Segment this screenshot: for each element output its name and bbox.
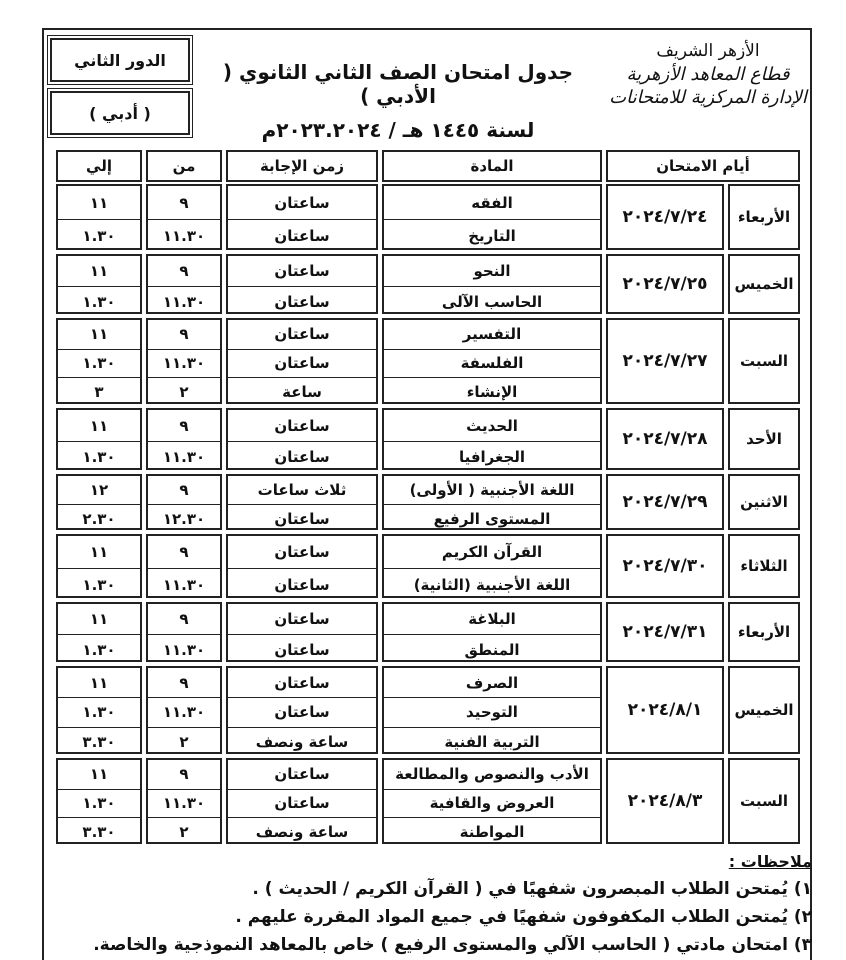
exam-end-time-cell <box>56 758 142 844</box>
exam-subject: القرآن الكريم <box>441 543 543 561</box>
exam-start-time-cell <box>146 184 222 250</box>
exam-duration: ثلاث ساعات <box>257 481 347 499</box>
exam-duration: ساعتان <box>228 634 376 664</box>
exam-duration-cell <box>226 318 378 404</box>
exam-start-time: ٩ <box>179 610 189 628</box>
exam-day: الثلاثاء <box>728 534 800 598</box>
exam-end-time: ١.٣٠ <box>58 789 140 818</box>
header-from-text: من <box>172 157 196 175</box>
exam-end-time: ١١ <box>89 416 109 435</box>
exam-subject-cell <box>382 666 602 754</box>
exam-start-time: ٩ <box>179 543 189 561</box>
exam-start-time: ٢ <box>148 727 220 756</box>
exam-subject: العروض والقافية <box>384 789 600 818</box>
exam-subject-cell <box>382 184 602 250</box>
exam-end-time-cell <box>56 408 142 470</box>
exam-end-time: ١١ <box>89 325 109 344</box>
header-duration-text: زمن الإجابة <box>259 157 345 175</box>
exam-duration-cell <box>226 408 378 470</box>
exam-end-time-cell <box>56 184 142 250</box>
exam-subject-cell <box>382 474 602 530</box>
exam-date: ٢٠٢٤/٧/٢٧ <box>606 318 724 404</box>
exam-subject: التربية الفنية <box>384 727 600 756</box>
notes-section <box>40 852 812 955</box>
logo-line-2: قطاع المعاهد الأزهرية <box>626 64 790 85</box>
exam-end-time-cell <box>56 602 142 662</box>
header-from <box>146 150 222 182</box>
exam-duration: ساعتان <box>228 504 376 532</box>
exam-day: الأربعاء <box>728 602 800 662</box>
document-title <box>190 60 606 142</box>
exam-day: السبت <box>728 758 800 844</box>
exam-duration: ساعتان <box>228 286 376 316</box>
exam-start-time-cell <box>146 254 222 314</box>
exam-duration: ساعتان <box>228 441 376 472</box>
exam-subject: المواطنة <box>384 817 600 846</box>
exam-subject: اللغة الأجنبية (الثانية) <box>384 568 600 600</box>
exam-duration: ساعتان <box>274 610 330 628</box>
exam-end-time: ١١ <box>89 610 109 628</box>
exam-start-time: ١١.٣٠ <box>148 441 220 472</box>
day-group <box>56 474 800 530</box>
exam-subject-cell <box>382 534 602 598</box>
exam-end-time-cell <box>56 254 142 314</box>
exam-subject: الأدب والنصوص والمطالعة <box>395 765 589 784</box>
exam-start-time: ٩ <box>179 193 189 212</box>
exam-duration-cell <box>226 534 378 598</box>
year-line: لسنة ١٤٤٥ هـ / ٢٠٢٣.٢٠٢٤م <box>261 118 535 142</box>
exam-start-time-cell <box>146 666 222 754</box>
title-line: جدول امتحان الصف الثاني الثانوي ( الأدبي ) <box>222 60 574 108</box>
exam-subject: التاريخ <box>384 219 600 252</box>
exam-subject-cell <box>382 602 602 662</box>
header-subject <box>382 150 602 182</box>
exam-duration: ساعة ونصف <box>228 817 376 846</box>
day-group <box>56 534 800 598</box>
exam-end-time: ١.٣٠ <box>58 568 140 600</box>
exam-subject: الصرف <box>465 673 519 692</box>
day-group <box>56 318 800 404</box>
exam-duration: ساعتان <box>228 697 376 726</box>
exam-duration: ساعتان <box>274 325 330 344</box>
exam-start-time: ١٢.٣٠ <box>148 504 220 532</box>
exam-day: الخميس <box>728 254 800 314</box>
exam-subject: النحو <box>473 262 511 280</box>
exam-duration-cell <box>226 254 378 314</box>
exam-date: ٢٠٢٤/٨/٣ <box>606 758 724 844</box>
exam-end-time: ١٢ <box>89 481 109 499</box>
exam-end-time: ١.٣٠ <box>58 286 140 316</box>
exam-start-time-cell <box>146 758 222 844</box>
exam-start-time: ٩ <box>179 673 189 692</box>
exam-day: الأربعاء <box>728 184 800 250</box>
institution-logo-text <box>608 40 808 109</box>
exam-subject: التفسير <box>462 325 522 344</box>
exam-duration: ساعتان <box>228 219 376 252</box>
exam-duration: ساعة ونصف <box>228 727 376 756</box>
exam-start-time-cell <box>146 408 222 470</box>
exam-start-time: ١١.٣٠ <box>148 219 220 252</box>
exam-duration-cell <box>226 666 378 754</box>
exam-duration-cell <box>226 184 378 250</box>
exam-start-time: ٩ <box>179 325 189 344</box>
exam-subject-cell <box>382 254 602 314</box>
exam-duration: ساعة <box>228 377 376 406</box>
exam-subject-cell <box>382 408 602 470</box>
exam-duration: ساعتان <box>274 262 330 280</box>
header-to <box>56 150 142 182</box>
exam-day: الأحد <box>728 408 800 470</box>
logo-line-1: الأزهر الشريف <box>656 41 760 61</box>
exam-start-time: ٢ <box>148 817 220 846</box>
exam-subject: الجغرافيا <box>384 441 600 472</box>
exam-duration: ساعتان <box>228 568 376 600</box>
round-box: الدور الثاني <box>50 38 190 82</box>
exam-day: الاثنين <box>728 474 800 530</box>
exam-end-time: ١١ <box>89 262 109 280</box>
exam-date: ٢٠٢٤/٨/١ <box>606 666 724 754</box>
exam-start-time-cell <box>146 534 222 598</box>
exam-end-time: ١١ <box>89 543 109 561</box>
exam-end-time: ١.٣٠ <box>58 219 140 252</box>
exam-end-time: ٣ <box>58 377 140 406</box>
exam-date: ٢٠٢٤/٧/٢٩ <box>606 474 724 530</box>
exam-date: ٢٠٢٤/٧/٣٠ <box>606 534 724 598</box>
exam-subject: الحديث <box>466 416 518 435</box>
note-item-3: ٣) امتحان مادتي ( الحاسب الآلي والمستوى الرفيع ) خاص بالمعاهد النموذجية والخاصة. <box>93 935 812 955</box>
exam-subject: الحاسب الآلى <box>384 286 600 316</box>
exam-start-time: ١١.٣٠ <box>148 286 220 316</box>
exam-date: ٢٠٢٤/٧/٣١ <box>606 602 724 662</box>
exam-end-time: ١.٣٠ <box>58 441 140 472</box>
exam-end-time-cell <box>56 666 142 754</box>
header-subject-text: المادة <box>470 157 514 175</box>
exam-end-time: ٢.٣٠ <box>58 504 140 532</box>
exam-end-time: ١١ <box>89 193 109 212</box>
exam-end-time: ١.٣٠ <box>58 697 140 726</box>
exam-start-time: ١١.٣٠ <box>148 349 220 378</box>
exam-subject: البلاغة <box>468 610 516 628</box>
header-to-text: إلي <box>86 157 112 175</box>
day-group <box>56 408 800 470</box>
branch-box: ( أدبي ) <box>50 91 190 135</box>
exam-subject: اللغة الأجنبية ( الأولى) <box>409 481 575 499</box>
exam-end-time: ١١ <box>89 765 109 784</box>
exam-date: ٢٠٢٤/٧/٢٤ <box>606 184 724 250</box>
exam-day: الخميس <box>728 666 800 754</box>
exam-subject-cell <box>382 758 602 844</box>
exam-date: ٢٠٢٤/٧/٢٨ <box>606 408 724 470</box>
exam-subject: التوحيد <box>384 697 600 726</box>
exam-duration: ساعتان <box>228 349 376 378</box>
exam-start-time-cell <box>146 474 222 530</box>
day-group <box>56 602 800 662</box>
header-days <box>606 150 800 182</box>
exam-date: ٢٠٢٤/٧/٢٥ <box>606 254 724 314</box>
exam-subject-cell <box>382 318 602 404</box>
notes-title: ملاحظات : <box>728 852 812 871</box>
exam-start-time-cell <box>146 318 222 404</box>
exam-start-time: ٩ <box>179 765 189 784</box>
exam-start-time: ١١.٣٠ <box>148 789 220 818</box>
exam-duration-cell <box>226 474 378 530</box>
day-group <box>56 184 800 250</box>
exam-duration: ساعتان <box>274 765 330 784</box>
day-group <box>56 254 800 314</box>
exam-duration: ساعتان <box>274 416 330 435</box>
exam-end-time: ١.٣٠ <box>58 349 140 378</box>
exam-end-time: ١.٣٠ <box>58 634 140 664</box>
exam-subject: الفقه <box>471 193 513 212</box>
exam-end-time: ٣.٣٠ <box>58 817 140 846</box>
exam-start-time: ٩ <box>179 481 189 499</box>
exam-start-time: ٩ <box>179 262 189 280</box>
exam-duration: ساعتان <box>228 789 376 818</box>
exam-duration: ساعتان <box>274 193 330 212</box>
exam-start-time: ٢ <box>148 377 220 406</box>
exam-day: السبت <box>728 318 800 404</box>
exam-end-time: ٣.٣٠ <box>58 727 140 756</box>
exam-end-time-cell <box>56 474 142 530</box>
header-days-text: أيام الامتحان <box>656 157 750 175</box>
header-duration <box>226 150 378 182</box>
exam-end-time: ١١ <box>89 673 109 692</box>
table-header-row <box>56 150 800 182</box>
day-group <box>56 758 800 844</box>
exam-start-time: ١١.٣٠ <box>148 697 220 726</box>
note-item-2: ٢) يُمتحن الطلاب المكفوفون شفهيًا في جميع المواد المقررة عليهم . <box>235 907 812 927</box>
logo-line-3: الإدارة المركزية للامتحانات <box>609 87 807 108</box>
exam-subject: المنطق <box>384 634 600 664</box>
exam-duration: ساعتان <box>274 673 330 692</box>
exam-duration: ساعتان <box>274 543 330 561</box>
day-group <box>56 666 800 754</box>
exam-subject: الفلسفة <box>384 349 600 378</box>
exam-subject: المستوى الرفيع <box>384 504 600 532</box>
exam-end-time-cell <box>56 534 142 598</box>
exam-subject: الإنشاء <box>384 377 600 406</box>
exam-duration-cell <box>226 602 378 662</box>
exam-start-time: ٩ <box>179 416 189 435</box>
exam-end-time-cell <box>56 318 142 404</box>
exam-duration-cell <box>226 758 378 844</box>
exam-start-time: ١١.٣٠ <box>148 568 220 600</box>
exam-start-time-cell <box>146 602 222 662</box>
exam-start-time: ١١.٣٠ <box>148 634 220 664</box>
note-item-1: ١) يُمتحن الطلاب المبصرون شفهيًا في ( القرآن الكريم / الحديث ) . <box>252 879 812 899</box>
